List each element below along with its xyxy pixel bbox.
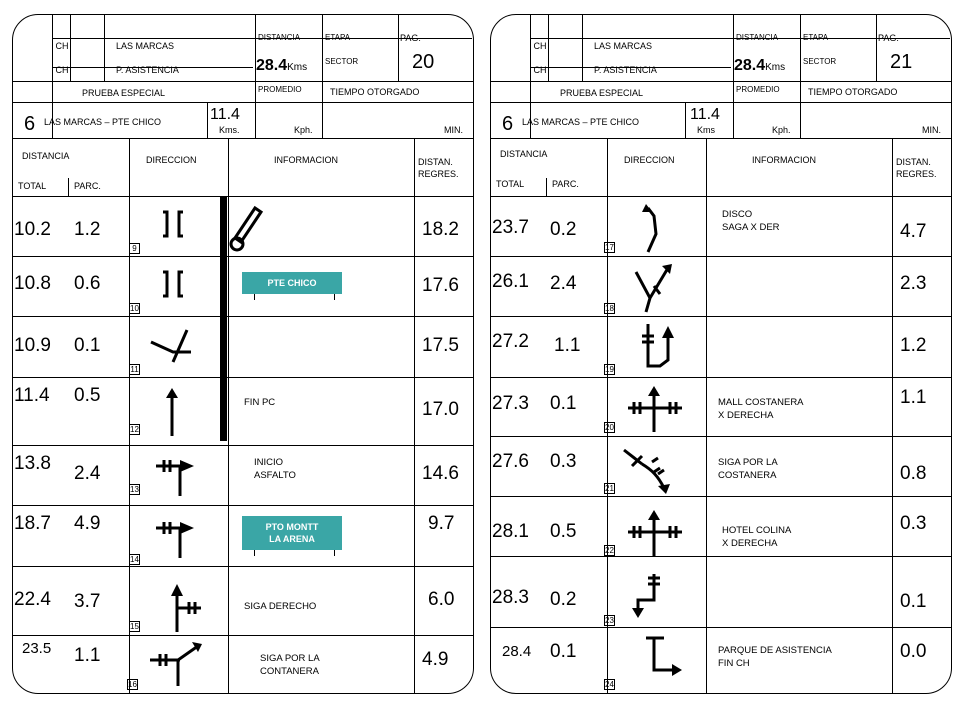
promedio-label: PROMEDIO [258, 85, 302, 94]
box-number: 13 [130, 485, 139, 494]
total-distance: 18.7 [14, 513, 51, 534]
total-distance: 28.1 [492, 521, 529, 542]
sector-label: SECTOR [803, 57, 837, 66]
prueba-especial-label: PRUEBA ESPECIAL [82, 88, 166, 98]
box-number: 11 [130, 365, 139, 374]
kms-label: Kms [697, 125, 715, 135]
info-text: INICIO ASFALTO [254, 457, 296, 481]
min-label: MIN. [922, 125, 941, 135]
roadbook-page-21 [490, 14, 952, 694]
info-text: PARQUE DE ASISTENCIA FIN CH [718, 645, 832, 669]
partial-distance: 0.1 [550, 641, 577, 662]
box-number: 20 [605, 423, 614, 432]
info-box: PTE CHICO [242, 272, 342, 294]
cross-right-tulip-icon [626, 384, 686, 434]
total-distance: 26.1 [492, 271, 529, 292]
partial-distance: 0.1 [550, 393, 577, 414]
info-text: MALL COSTANERA X DERECHA [718, 397, 804, 421]
remaining-distance: 0.1 [900, 591, 927, 612]
info-text: SIGA POR LA COSTANERA [718, 457, 778, 481]
partial-distance: 0.5 [74, 385, 101, 406]
finish-turn-right-icon [642, 634, 692, 680]
route-from: LAS MARCAS [594, 41, 653, 51]
box-number: 17 [605, 243, 614, 252]
remaining-distance: 17.0 [422, 399, 459, 420]
info-text: HOTEL COLINA X DERECHA [722, 525, 792, 549]
ch-label: CH [533, 41, 547, 51]
remaining-distance: 2.3 [900, 273, 927, 294]
kph-label: Kph. [772, 125, 791, 135]
stage-number: 6 [24, 113, 36, 135]
remaining-distance: 18.2 [422, 219, 459, 240]
box-number: 15 [130, 622, 139, 631]
distancia-column-header: DISTANCIA [500, 149, 548, 159]
partial-distance: 1.2 [74, 219, 101, 240]
prueba-especial-label: PRUEBA ESPECIAL [560, 88, 644, 98]
total-distance: 27.6 [492, 451, 529, 472]
straight-right-junction-icon [167, 578, 207, 634]
box-number: 16 [128, 680, 137, 689]
remaining-distance: 17.5 [422, 335, 459, 356]
box-number: 23 [605, 616, 614, 625]
total-distance: 28.3 [492, 587, 529, 608]
remaining-distance: 0.3 [900, 513, 927, 534]
total-distance: 22.4 [14, 589, 51, 610]
pag-label: PAG. [400, 33, 421, 43]
ch-label: CH [55, 41, 69, 51]
distancia-unit: Kms [287, 62, 308, 73]
total-column-header: TOTAL [496, 179, 525, 189]
total-distance: 23.7 [492, 217, 529, 238]
pag-label: PAG. [878, 33, 899, 43]
informacion-column-header: INFORMACION [274, 155, 338, 165]
min-label: MIN. [444, 125, 463, 135]
promedio-label: PROMEDIO [736, 85, 780, 94]
route-from: LAS MARCAS [116, 41, 175, 51]
straight-arrow-icon [162, 386, 182, 438]
total-distance: 10.8 [14, 273, 51, 294]
remaining-distance: 6.0 [428, 589, 455, 610]
info-text: DISCO SAGA X DER [722, 209, 780, 233]
partial-distance: 0.6 [74, 273, 101, 294]
total-distance: 13.8 [14, 453, 51, 474]
partial-distance: 0.1 [74, 335, 101, 356]
partial-distance: 4.9 [74, 513, 101, 534]
remaining-distance: 9.7 [428, 513, 455, 534]
stage-name: LAS MARCAS – PTE CHICO [44, 117, 162, 127]
info-box: PTO MONTT LA ARENA [242, 516, 342, 550]
bear-right-tulip-icon [148, 638, 208, 688]
ch-label: CH [55, 65, 69, 75]
remaining-distance: 14.6 [422, 463, 459, 484]
total-distance: 27.3 [492, 393, 529, 414]
fork-right-icon [626, 262, 676, 314]
total-distance: 10.9 [14, 335, 51, 356]
total-distance: 10.2 [14, 219, 51, 240]
partial-distance: 0.2 [550, 219, 577, 240]
junction-left-icon [147, 324, 207, 368]
total-distance: 11.4 [14, 385, 50, 406]
total-distance: 23.5 [22, 640, 52, 657]
tiempo-otorgado-label: TIEMPO OTORGADO [330, 87, 420, 97]
remaining-distance: 1.2 [900, 335, 927, 356]
turn-left-down-icon [626, 570, 666, 620]
total-distance: 27.2 [492, 331, 529, 352]
info-text: FIN PC [244, 397, 276, 408]
stage-number: 6 [502, 113, 514, 135]
turn-right-tulip-icon [154, 516, 202, 560]
remaining-distance: 0.0 [900, 641, 927, 662]
distancia-number: 28.4 [256, 57, 288, 74]
page-number: 20 [412, 51, 435, 73]
distan-regres-column-header: DISTAN. REGRES. [418, 157, 459, 179]
info-text: SIGA DERECHO [244, 601, 317, 612]
info-text: SIGA POR LA CONTANERA [260, 653, 320, 677]
total-column-header: TOTAL [18, 181, 47, 191]
box-number: 12 [130, 425, 139, 434]
box-number: 22 [605, 546, 614, 555]
etapa-label: ETAPA [803, 33, 829, 42]
direccion-column-header: DIRECCION [624, 155, 675, 165]
partial-distance: 0.3 [550, 451, 577, 472]
remaining-distance: 4.9 [422, 649, 449, 670]
distancia-value [256, 58, 307, 74]
roadbook-page-20 [12, 14, 474, 694]
distan-regres-column-header: DISTAN. REGRES. [896, 157, 937, 179]
turn-right-tulip-icon [154, 454, 202, 498]
partial-distance: 3.7 [74, 591, 101, 612]
remaining-distance: 1.1 [900, 387, 927, 408]
tiempo-otorgado-label: TIEMPO OTORGADO [808, 87, 898, 97]
partial-distance: 0.2 [550, 589, 577, 610]
box-number: 9 [129, 243, 140, 254]
distancia-label: DISTANCIA [736, 33, 779, 42]
distancia-unit: Kms [765, 62, 786, 73]
direccion-column-header: DIRECCION [146, 155, 197, 165]
stage-km: 11.4 [690, 106, 720, 123]
box-number: 21 [605, 484, 614, 493]
partial-distance: 0.5 [550, 521, 577, 542]
partial-distance: 1.1 [74, 645, 101, 666]
ch-label: CH [533, 65, 547, 75]
fork-tulip-icon [157, 208, 197, 240]
distancia-column-header: DISTANCIA [22, 151, 70, 161]
partial-distance: 2.4 [74, 463, 101, 484]
stage-name: LAS MARCAS – PTE CHICO [522, 117, 640, 127]
etapa-label: ETAPA [325, 33, 351, 42]
parc-column-header: PARC. [74, 181, 101, 191]
warning-marker-icon [227, 200, 267, 254]
kms-label: Kms. [219, 125, 240, 135]
route-bar [220, 196, 227, 441]
partial-distance: 2.4 [550, 273, 577, 294]
kph-label: Kph. [294, 125, 313, 135]
box-number: 10 [130, 304, 139, 313]
box-number: 14 [130, 555, 139, 564]
box-number: 24 [605, 680, 614, 689]
keep-left-tulip-icon [636, 204, 666, 254]
remaining-distance: 4.7 [900, 221, 927, 242]
fork-tulip-icon [157, 268, 197, 300]
bear-right-curve-icon [622, 444, 684, 494]
box-number: 19 [605, 365, 614, 374]
stage-km: 11.4 [210, 106, 240, 123]
route-to: P. ASISTENCIA [594, 65, 657, 75]
distancia-label: DISTANCIA [258, 33, 301, 42]
page-number: 21 [890, 51, 913, 73]
cross-right-tulip-icon [626, 508, 686, 558]
distancia-number: 28.4 [734, 57, 766, 74]
u-turn-icon [636, 320, 680, 372]
informacion-column-header: INFORMACION [752, 155, 816, 165]
total-distance: 28.4 [502, 643, 532, 660]
route-to: P. ASISTENCIA [116, 65, 179, 75]
remaining-distance: 17.6 [422, 275, 459, 296]
partial-distance: 1.1 [554, 335, 581, 356]
box-number: 18 [605, 304, 614, 313]
remaining-distance: 0.8 [900, 463, 927, 484]
sector-label: SECTOR [325, 57, 359, 66]
distancia-value [734, 58, 785, 74]
parc-column-header: PARC. [552, 179, 579, 189]
